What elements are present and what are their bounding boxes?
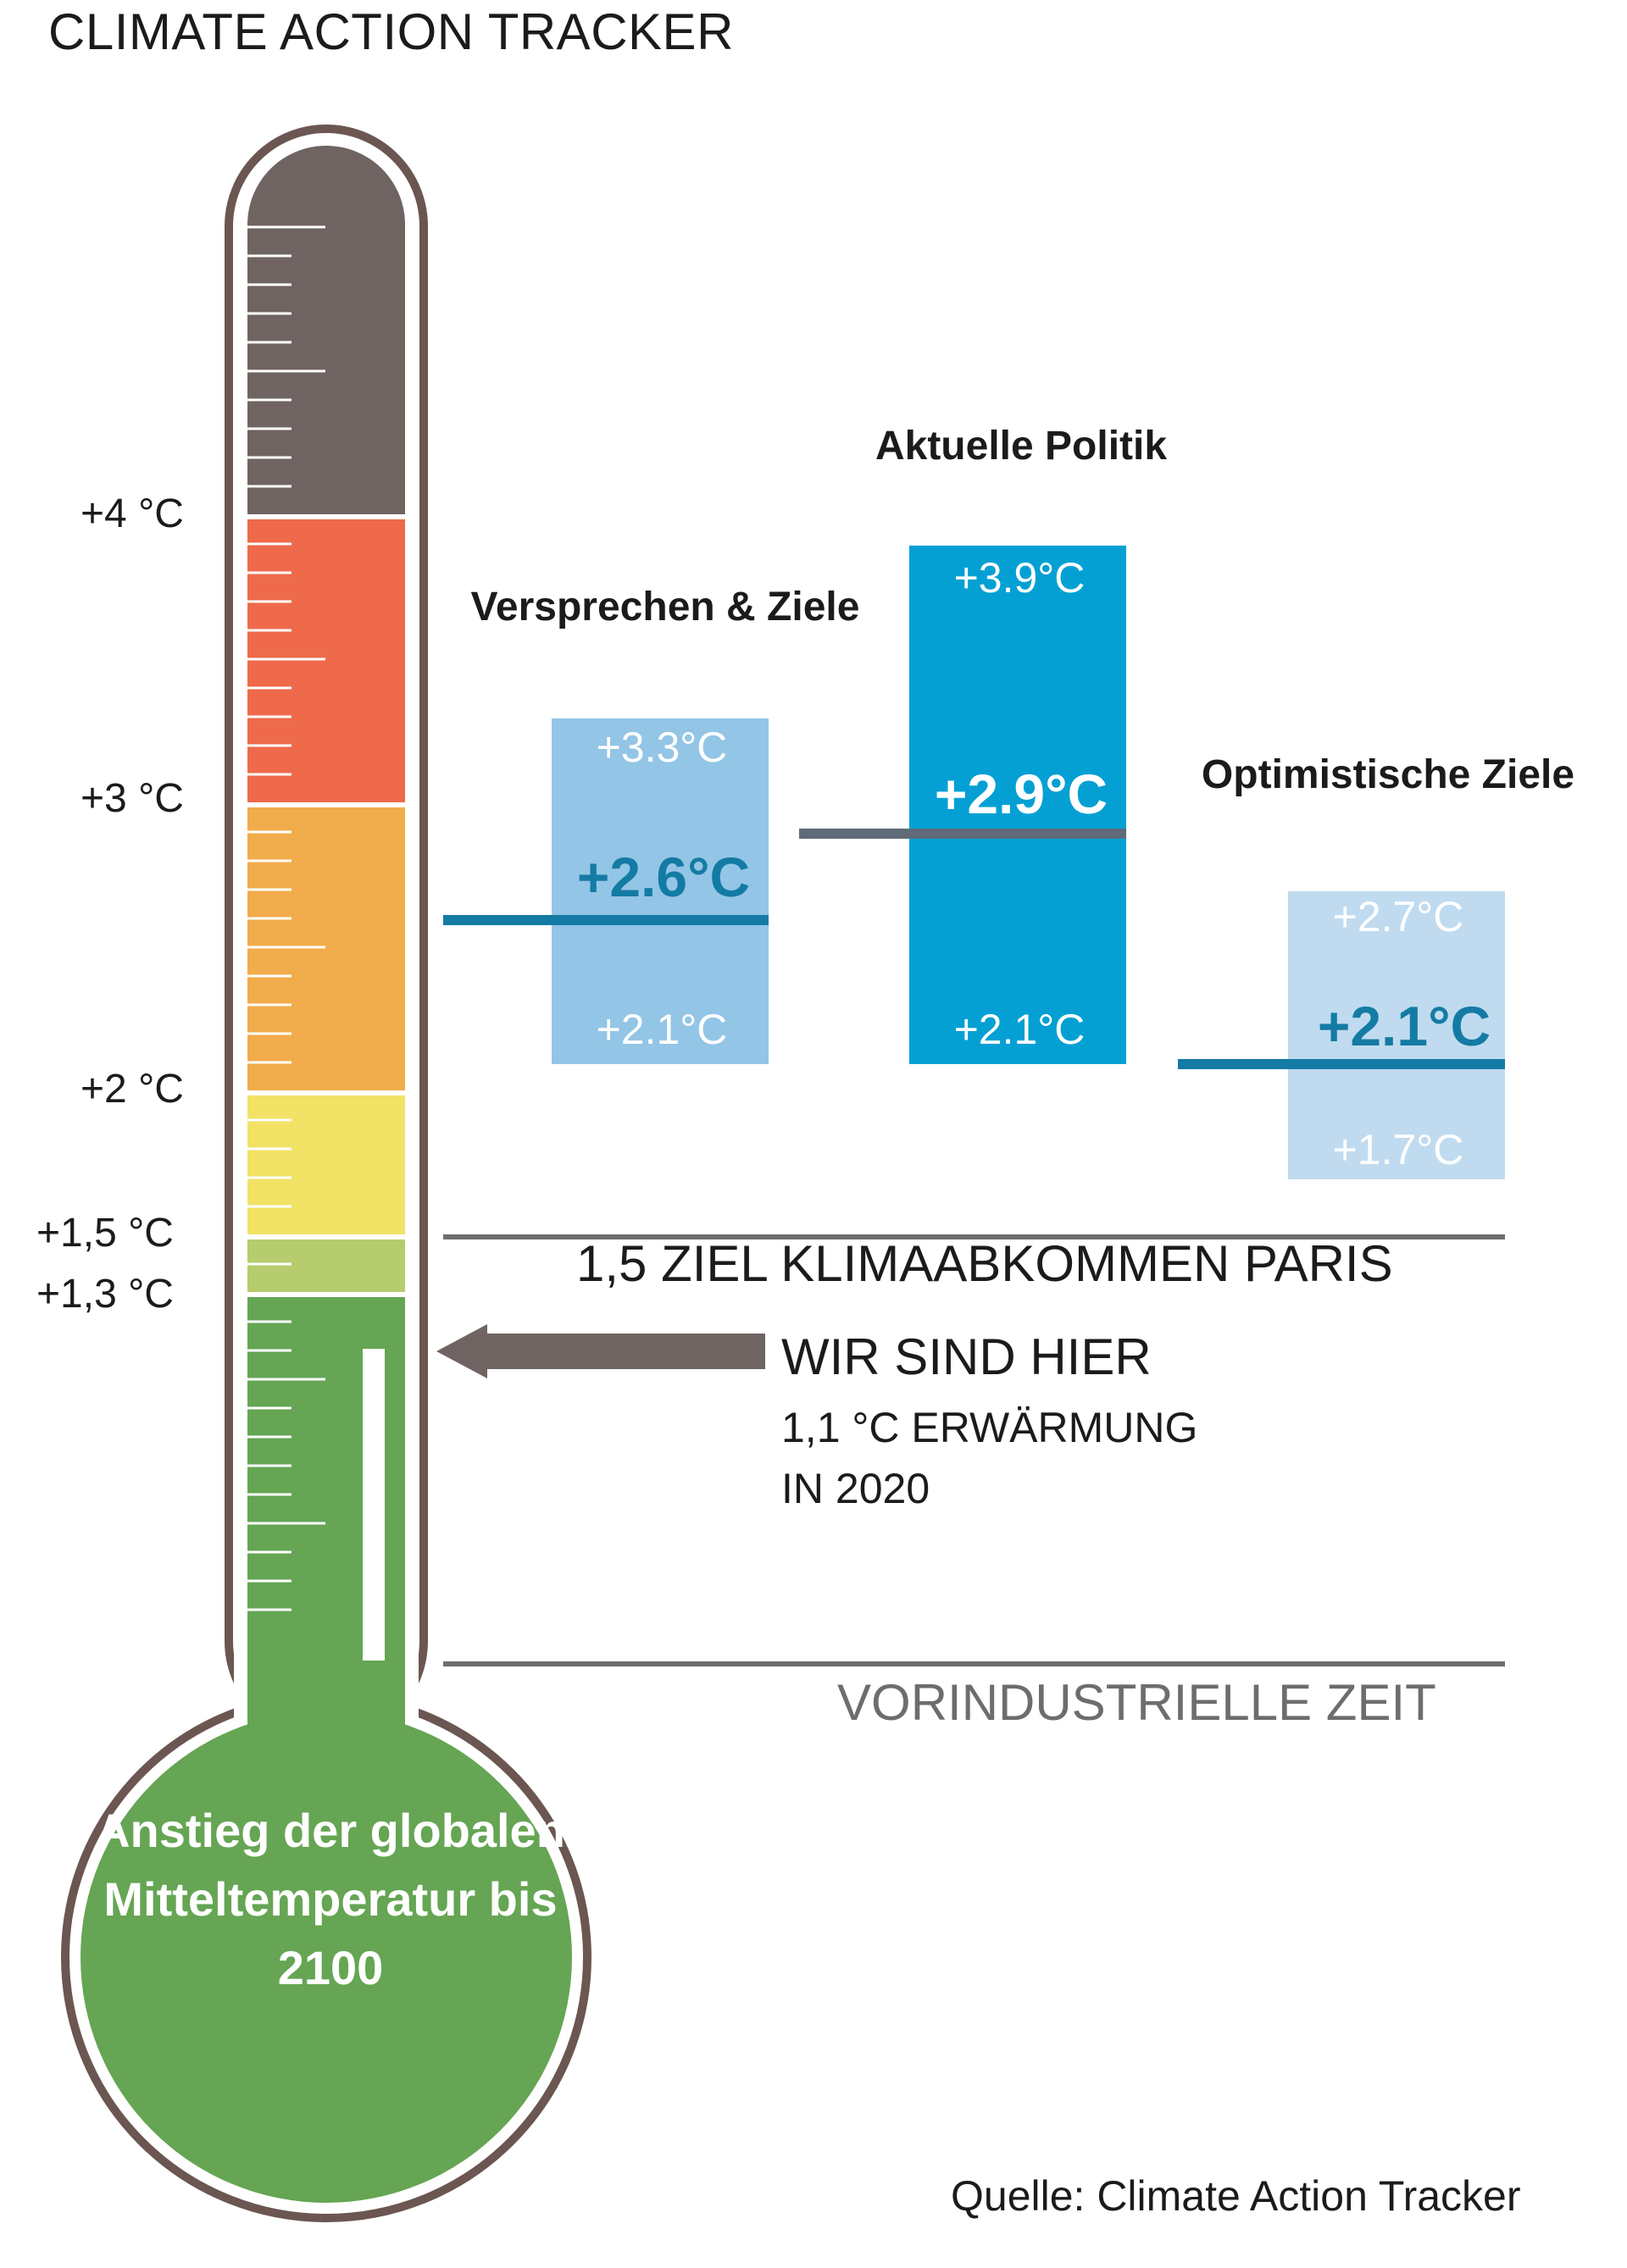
scale-label-1-3: +1,3 °C [36, 1272, 174, 1317]
preindustrial-label: VORINDUSTRIELLE ZEIT [837, 1674, 1436, 1731]
category-label-pledges: Versprechen & Ziele [470, 585, 860, 629]
we-are-here-year: IN 2020 [781, 1465, 930, 1512]
we-are-here-arrow [436, 1324, 765, 1378]
median-label-optimistic: +2.1°C [1317, 995, 1491, 1057]
source-note: Quelle: Climate Action Tracker [951, 2172, 1521, 2220]
tube-band-4 [247, 1237, 405, 1295]
current-level-column [363, 1349, 385, 1661]
thermometer-label: Anstieg der globalen Mitteltemperatur bis 2100 [96, 1804, 565, 1995]
median-line-0 [443, 915, 769, 925]
high-label-pledges: +3.3°C [596, 724, 728, 771]
scale-label-3: +3 °C [81, 776, 184, 821]
high-label-optimistic: +2.7°C [1332, 893, 1464, 940]
category-label-optimistic: Optimistische Ziele [1201, 752, 1575, 797]
tube-band-0 [247, 222, 405, 517]
band-separator-2 [247, 802, 405, 807]
median-label-current-policy: +2.9°C [934, 762, 1108, 825]
scale-label-1-5: +1,5 °C [36, 1211, 174, 1256]
page-title: CLIMATE ACTION TRACKER [48, 3, 734, 60]
paris-target-label: 1,5 ZIEL KLIMAABKOMMEN PARIS [576, 1235, 1393, 1292]
category-label-current-policy: Aktuelle Politik [875, 424, 1168, 469]
scale-label-2: +2 °C [81, 1067, 184, 1112]
we-are-here-warming: 1,1 °C ERWÄRMUNG [781, 1404, 1198, 1451]
median-line-2 [1178, 1059, 1505, 1069]
high-label-current-policy: +3.9°C [953, 554, 1086, 602]
tube-band-2 [247, 805, 405, 1093]
band-separator-5 [247, 1292, 405, 1297]
tube-band-1 [247, 517, 405, 805]
we-are-here-label: WIR SIND HIER [781, 1328, 1152, 1385]
median-line-1 [799, 829, 1126, 839]
low-label-optimistic: +1.7°C [1332, 1126, 1464, 1173]
tube-band-3 [247, 1093, 405, 1237]
median-label-pledges: +2.6°C [576, 846, 751, 908]
low-label-pledges: +2.1°C [596, 1006, 728, 1053]
low-label-current-policy: +2.1°C [953, 1006, 1086, 1053]
band-separator-4 [247, 1234, 405, 1239]
band-separator-3 [247, 1090, 405, 1095]
scale-label-4: +4 °C [81, 491, 184, 536]
band-separator-1 [247, 514, 405, 519]
